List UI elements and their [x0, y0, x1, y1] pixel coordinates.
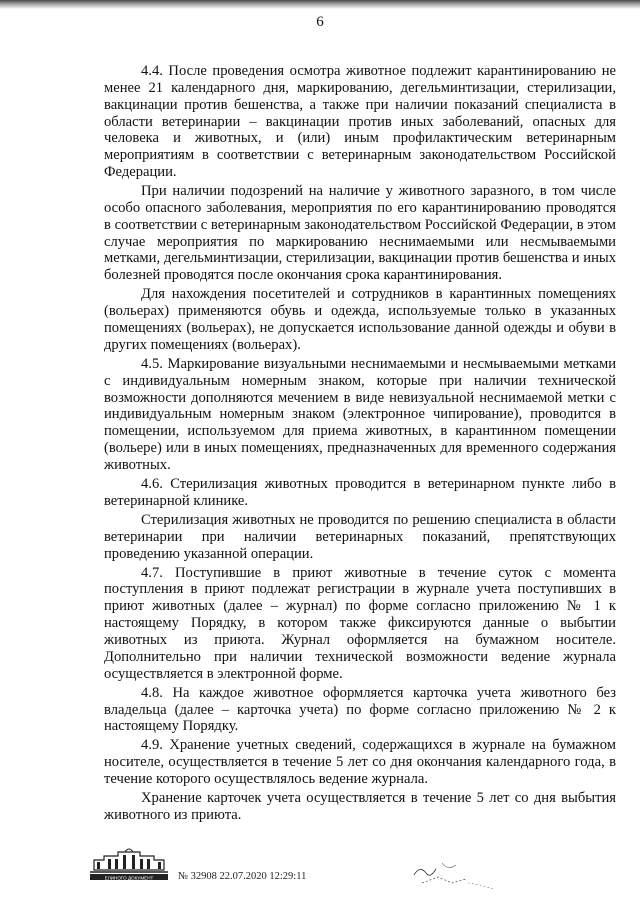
document-reference: № 32908 22.07.2020 12:29:11 — [178, 871, 307, 882]
paragraph-clothing: Для нахождения посетителей и сотрудников в карантинных помещениях (вольерах) применяются обувь и одежда, используемые только в указанных помещениях (вольерах), не допускается использование данной одежды и обуви в других помещениях (вольерах). — [104, 286, 616, 353]
paragraph-4-9: 4.9. Хранение учетных сведений, содержащихся в журнале на бумажном носителе, осуществляется в течение 5 лет со дня окончания календарного года, в течение которого осуществлялось ведение журнала. — [104, 737, 616, 788]
document-body — [104, 63, 616, 826]
signature-mark — [408, 853, 528, 893]
paragraph-4-5: 4.5. Маркирование визуальными неснимаемыми и несмываемыми метками с индивидуальным номерным знаком, которые при наличии технической возможности дополняются мечением в виде невизуальной неснимаемой метки с индивидуальным номерным знаком (электронное чипирование), проводится в помещении, используемом для приема животных, в карантинном помещении (вольере) или в иных помещениях, предназначенных для временного содержания животных. — [104, 355, 616, 473]
paragraph-4-6: 4.6. Стерилизация животных проводится в ветеринарном пункте либо в ветеринарной клинике. — [104, 476, 616, 509]
paragraph-4-8: 4.8. На каждое животное оформляется карточка учета животного без владельца (далее – карточка учета) по форме согласно приложению № 2 к настоящему Порядку. — [104, 684, 616, 735]
page-footer — [78, 843, 618, 893]
paragraph-card-storage: Хранение карточек учета осуществляется в течение 5 лет со дня выбытия животного из приюта. — [104, 790, 616, 823]
scan-edge — [0, 0, 640, 9]
paragraph-4-4: 4.4. После проведения осмотра животное подлежит карантинированию не менее 21 календарного дня, маркированию, дегельминтизации, стерилизации, вакцинации против бешенства, а также при наличии показаний специалиста в области ветеринарии – вакцинации против иных заболеваний, опасных для человека и животных, и (или) иным профилактическим ветеринарным мероприятиям в соответствии с ветеринарным законодательством Российской Федерации. — [104, 63, 616, 181]
stamp-text: ЕЛИНОГО ДОКУМЕНТ — [104, 875, 154, 881]
paragraph-4-7: 4.7. Поступившие в приют животные в течение суток с момента поступления в приют подлежат регистрации в журнале учета поступивших в приют животных (далее – журнал) по форме согласно приложению № 1 к настоящему Порядку, в котором также фиксируются данные о выбытии животных из приюта. Журнал оформляется на бумажном носителе. Дополнительно при наличии технической возможности ведение журнала осуществляется в электронной форме. — [104, 564, 616, 682]
page-number: 6 — [316, 14, 324, 30]
paragraph-sterilization-exception: Стерилизация животных не проводится по решению специалиста в области ветеринарии при наличии ветеринарных показаний, препятствующих проведению указанной операции. — [104, 511, 616, 562]
building-stamp-icon — [88, 846, 170, 882]
paragraph-quarantine-suspicion: При наличии подозрений на наличие у животного заразного, в том числе особо опасного заболевания, мероприятия по его карантинированию проводятся в соответствии с ветеринарным законодательством Российской Федерации, в этом случае мероприятия по маркированию неснимаемыми или несмываемыми метками, дегельминтизации, стерилизации, вакцинации против бешенства и иных болезней проводятся после окончания срока карантинирования. — [104, 183, 616, 284]
